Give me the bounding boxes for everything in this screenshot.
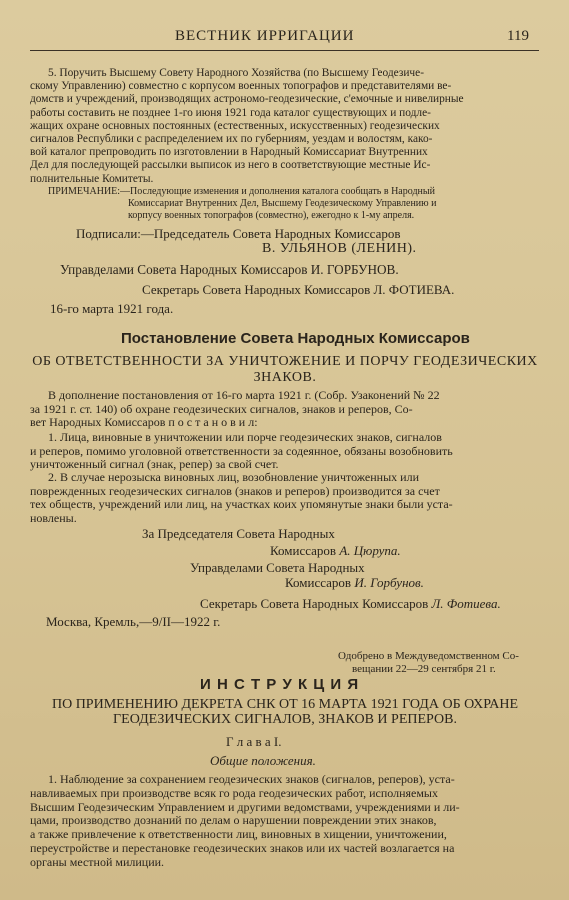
signature-fotieva: Секретарь Совета Народных Комиссаров Л. ФОТИЕВА.: [142, 282, 455, 297]
text-line: домств и учреждений, производящих астрономо-геодезические, с'емочные и нивелирные: [30, 93, 464, 106]
text-line: 2. В случае нерозыска виновных лиц, возобновление уничтоженных или: [48, 470, 419, 484]
instruction-subtitle-line: ПО ПРИМЕНЕНИЮ ДЕКРЕТА СНК ОТ 16 МАРТА 1921 ГОДА ОБ ОХРАНЕ: [51, 697, 519, 712]
text-line: сигналов Республики с распределением их по губерниям, уездам и волостям, како-: [30, 133, 433, 146]
text-line: органы местной милиции.: [30, 854, 165, 869]
sig-position: Секретарь Совета Народных Комиссаров: [200, 596, 432, 611]
text-line: Дел для последующей рассылки выписок из него в соответствующие местные Ис-: [30, 159, 431, 172]
instruction-subtitle-line: ГЕОДЕЗИЧЕСКИХ СИГНАЛОВ, ЗНАКОВ И РЕПЕРОВ.: [113, 712, 457, 727]
note: [48, 186, 540, 222]
text-line: Высшим Геодезическим Управлением и другими ведомствами, учреждениями и ли-: [30, 799, 460, 814]
sig-gorbunov-line2: [285, 575, 424, 591]
sig-tsyurupa-line1: За Председателя Совета Народных: [142, 526, 335, 541]
text-line: за 1921 г. ст. 140) об охране геодезических сигналов, знаков и реперов, Со-: [30, 401, 413, 416]
resolution-intro: [30, 389, 540, 430]
sig-name-fotieva: Л. Фотиева.: [431, 596, 501, 611]
text-line: новлены.: [30, 511, 77, 526]
text-line: жащих охране основных постоянных (естественных, искусственных) геодезических: [30, 119, 440, 132]
page-number: 119: [507, 28, 529, 44]
approval-line: Одобрено в Междуведомственном Со-: [338, 650, 519, 662]
text-line: 5. Поручить Высшему Совету Народного Хозяйства (по Высшему Геодезиче-: [48, 67, 424, 79]
instruction-title: И Н С Т Р У К Ц И Я: [200, 676, 360, 693]
sig-position: Комиссаров: [285, 575, 355, 590]
signed-by-line: Подписали:—Председатель Совета Народных Комиссаров: [76, 226, 401, 241]
place-date: Москва, Кремль,—9/II—1922 г.: [46, 614, 221, 629]
sig-name-tsyurupa: А. Цюрупа.: [339, 543, 401, 558]
sig-fotieva: [200, 596, 501, 612]
resolution-item-1: [30, 431, 540, 472]
note-line: корпусу военных топографов (совместно), ежегодно к 1-му апреля.: [128, 210, 415, 221]
signature-lenin: В. УЛЬЯНОВ (ЛЕНИН).: [262, 241, 417, 256]
text-line: и реперов, помимо уголовной ответственности за содеянное, обязаны возобновить: [30, 443, 453, 458]
resolution-title: Постановление Совета Народных Комиссаров: [121, 330, 470, 347]
approval-note: [338, 650, 540, 676]
text-line: поврежденных геодезических сигналов (знаков и реперов) производится за счет: [30, 483, 440, 498]
sig-position: Комиссаров: [270, 543, 340, 558]
text-line: цами, производство дознаний по делам о нарушении повреждении этих знаков,: [30, 813, 437, 828]
instruction-item-1: [30, 773, 540, 870]
note-line: ПРИМЕЧАНИЕ:—Последующие изменения и дополнения каталога сообщать в Народный: [48, 186, 435, 197]
journal-title: ВЕСТНИК ИРРИГАЦИИ: [175, 28, 355, 44]
text-line: тех обществ, учреждений или лиц, на участках коих упомянутые знаки были уста-: [30, 497, 453, 512]
text-line: полнительные Комитеты.: [30, 172, 154, 185]
text-line: вет Народных Комиссаров п о с т а н о в и л:: [30, 415, 258, 430]
resolution-subtitle: [30, 354, 540, 386]
chapter-title: Общие положения.: [210, 753, 316, 768]
text-line: 1. Наблюдение за сохранением геодезических знаков (сигналов, реперов), уста-: [48, 772, 455, 786]
text-line: В дополнение постановления от 16-го марта 1921 г. (Собр. Узаконений № 22: [48, 388, 440, 402]
instruction-subtitle: [30, 697, 540, 727]
approval-line: вещании 22—29 сентября 21 г.: [352, 663, 496, 675]
note-line: Комиссариат Внутренних Дел, Высшему Геодезическому Управлению и: [128, 198, 437, 209]
signature-date: 16-го марта 1921 года.: [50, 301, 174, 316]
signature-gorbunov: Управделами Совета Народных Комиссаров И. ГОРБУНОВ.: [60, 262, 399, 277]
text-line: а также привлечение к ответственности лиц, виновных в хищении, уничтожении,: [30, 827, 447, 842]
paragraph-5: [30, 67, 540, 186]
resolution-subtitle-line: ЗНАКОВ.: [253, 370, 317, 385]
sig-gorbunov-line1: Управделами Совета Народных: [190, 560, 365, 575]
text-line: 1. Лица, виновные в уничтожении или порче геодезических знаков, сигналов: [48, 430, 442, 444]
text-line: уничтоженный сигнал (знак, репер) за свой счет.: [30, 457, 279, 472]
sig-tsyurupa-line2: [270, 543, 401, 559]
text-line: переустройстве и перестановке геодезических знаков или их частей возлагается на: [30, 840, 455, 855]
text-line: работы составить не позднее 1-го июня 1921 года каталог существующих и подле-: [30, 106, 431, 119]
resolution-item-2: [30, 471, 540, 526]
chapter-heading: Г л а в а I.: [226, 734, 282, 749]
text-line: навливаемых при производстве всяк го рода геодезических работ, исполняемых: [30, 785, 438, 800]
text-line: вой каталог препроводить по изготовлении в Народный Комиссариат Внутренних: [30, 146, 428, 159]
text-line: скому Управлению) совместно с корпусом военных топографов и представителями ве-: [30, 80, 452, 93]
sig-name-gorbunov: И. Горбунов.: [354, 575, 424, 590]
resolution-subtitle-line: ОБ ОТВЕТСТВЕННОСТИ ЗА УНИЧТОЖЕНИЕ И ПОРЧУ ГЕОДЕЗИЧЕСКИХ: [32, 354, 538, 369]
running-header: [30, 28, 539, 51]
